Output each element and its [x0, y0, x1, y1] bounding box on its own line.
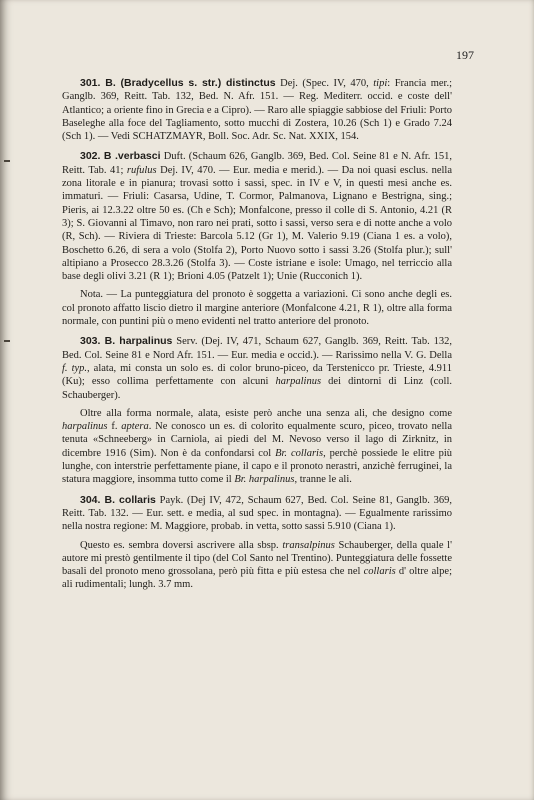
- text-run: , tranne le ali.: [294, 474, 352, 486]
- text-run: Serv. (Dej. IV, 471, Schaum 627, Ganglb. 369, Reitt. Tab. 132, Bed. Col. Seine 81 e Nord Afr. 151. — Eur. media e occid.). — Rarissimo nella V. G. Della: [62, 336, 452, 361]
- text-run: dei dintorni di Linz (coll. Schauberger).: [62, 376, 452, 401]
- page-number: 197: [456, 48, 474, 62]
- text-run: Dej. IV, 470. — Eur. media e merid.). — Da noi quasi esclus. nella zona litorale e in pianura; trovasi sotto i sassi, spec. in IV e V, in questi mesi anche es. immaturi. — Friuli: Casarsa, Udine, T. Cormor, Palmanova, Lignano e Bestrigna, sing.; Pieris, ai 12.3.22 oltre 50 es. (Ch e Sch); Monfalcone, presso il colle di S. Antonio, 4.21 (R 3); S. Giovanni al Timavo, non raro nei prati, sotto i sassi, verso sera e di notte anche a volo (R, Sch). — Riviera di Trieste: Barcola 5.12 (Gr 1), M. Valerio 9.19 (Ciana 1 es. a volo), Boschetto 6.26, di sera a volo (Stolfa 2), Porto Nuovo sotto i sassi 3.26 (Stolfa plur.); sull' altipiano a Prosecco 28.3.26 (Stolfa 3). — Coste istriane e isole: Umago, nel terriccio alla base degli olivi 3.21 (R 1); Brioni 4.05 (Patzelt 1); Unie (Rucconich 1).: [62, 164, 452, 283]
- italic-term: f. typ.: [62, 362, 88, 374]
- italic-term: collaris: [363, 566, 396, 578]
- text-run: Payk. (Dej IV, 472, Schaum 627, Bed. Col. Seine 81, Ganglb. 369, Reitt. Tab. 132. — Eur. sett. e media, al sud spec. in montagna). — Egualmente rarissimo nella nostra regione: M. Maggiore, probab. in vetta, sotto sassi 5.910 (Ciana 1).: [62, 494, 452, 533]
- text-run: Dej. (Spec. IV, 470,: [275, 78, 374, 89]
- italic-term: harpalinus: [275, 376, 322, 388]
- extra-paragraph: [62, 539, 452, 592]
- italic-term: aptera: [121, 421, 149, 433]
- text-run: : Francia mer.; Ganglb. 369, Reitt. Tab. 132, Bed. N. Afr. 151. — Reg. Mediterr. occid. e coste dell' Atlantico; a oriente fino in Grecia e a Cipro). — Raro alle spiaggie sabbiose del Friuli: Porto Baseleghe alla foce del Tagliamento, sotto mucchi di Zostera, 10.26 (Sch 1) e Grado 7.24 (Sch 1). — Vedi SCHATZMAYR, Boll. Soc. Adr. Sc. Nat. XXIX, 154.: [62, 78, 452, 143]
- note-paragraph: Nota. — La punteggiatura del pronoto è soggetta a variazioni. Ci sono anche degli es. col pronoto affatto liscio dietro il margine anteriore (Monfalcone 4.21, R 1), oltre alla forma normale, con puntini più o meno evidenti nel tratto anteriore del pronoto.: [62, 289, 452, 328]
- text-run: Oltre alla forma normale, alata, esiste però anche una senza ali, che designo come: [80, 407, 452, 419]
- species-entry: [62, 494, 452, 534]
- text-run: d' oltre alpe; ali rudimentali; lungh. 3.7 mm.: [62, 566, 453, 591]
- species-entry: [62, 335, 452, 401]
- italic-term: Br. harpalinus: [234, 474, 295, 486]
- text-run: f.: [107, 421, 122, 433]
- species-entry: [62, 77, 452, 143]
- species-heading: 303. B. harpalinus: [80, 335, 173, 348]
- page-body: [62, 70, 452, 597]
- text-run: Questo es. sembra doversi ascrivere alla sbsp.: [80, 539, 283, 551]
- page-edge-mark: [4, 160, 10, 162]
- extra-paragraph: [62, 407, 452, 487]
- italic-term: Br. collaris: [275, 447, 324, 459]
- text-run: . Ne conosco un es. di colorito equalmente scuro, piceo, trovato nella tenuta «Schneeberg» in Carniola, ai piedi del M. Nevoso verso il lago di Zirknitz, in dicembre 1916 (Sim). Non è da confondarsi col: [62, 421, 453, 459]
- text-run: , alata, mi consta un solo es. di color bruno-piceo, da Terstenicco pr. Trieste, 4.911 (Ku); esso collima perfettamente con alcuni: [62, 362, 453, 388]
- text-run: , perchè possiede le elitre più lunghe, con interstrie perfettamente piane, il capo e il pronoto nerastri, anzichè ferruginei, la statura maggiore, insomma tutto come il: [62, 447, 453, 486]
- italic-term: rufulus: [126, 164, 157, 176]
- species-heading: 301. B. (Bradycellus s. str.) distinctus: [80, 77, 276, 89]
- text-run: Duft. (Schaum 626, Ganglb. 369, Bed. Col. Seine 81 e N. Afr. 151, Reitt. Tab. 41;: [62, 151, 452, 176]
- text-run: Schauberger, della quale l' autore mi prestò gentilmente il tipo (del Col Santo nel Trentino). Punteggiatura delle fossette basali del pronoto meno grossolana, però più fitta e più estesa che nel: [62, 539, 452, 578]
- page-edge-mark: [4, 340, 10, 342]
- species-heading: 304. B. collaris: [80, 493, 156, 506]
- italic-term: harpalinus: [62, 421, 108, 433]
- italic-term: transalpinus: [282, 539, 335, 551]
- italic-term: tipi: [373, 78, 388, 89]
- species-heading: 302. B .verbasci: [80, 150, 161, 163]
- species-entry: [62, 150, 452, 283]
